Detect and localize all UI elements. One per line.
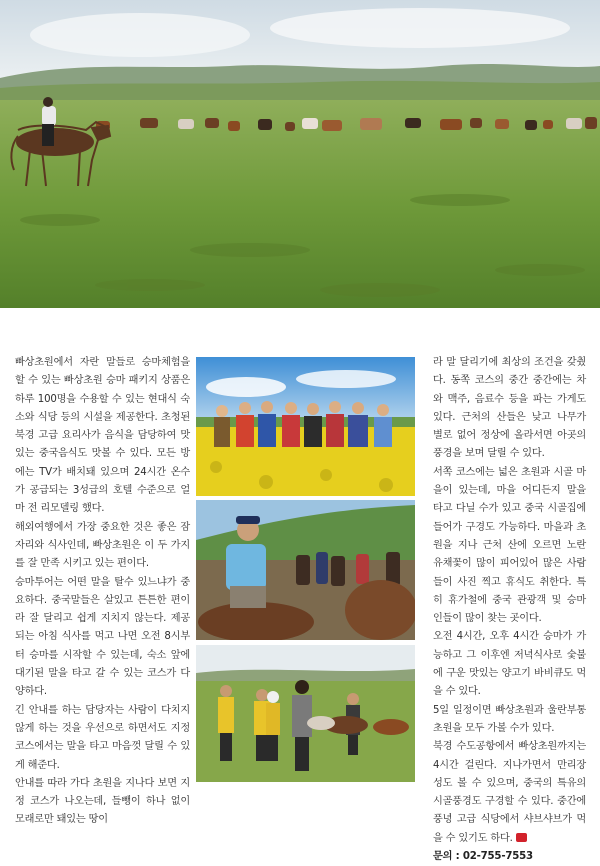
article-paragraph: 서쪽 코스에는 넓은 초원과 시골 마을이 있는데, 마을 어디든지 말을 타고 다닐 수가 있고 중국 시골집에 들어가 구경도 가능하다. 마을과 초원을 지나 근처 산에 오르면 노란 유채꽃이 많이 피어있어 많은 사람들이 사진 찍고 휴식도 취한다. 특히 휴가철에 중국 관광객 및 승마 인들이 많이 찾는 곳이다. — [433, 466, 586, 625]
article-paragraph: 긴 안내를 하는 담당자는 사람이 다치지 않게 하는 것을 우선으로 하면서도 지정 코스에서는 말을 타고 마음껏 달릴 수 있게 해준다. — [15, 704, 190, 771]
photo-illustration — [196, 645, 415, 782]
hero-photo-illustration — [0, 0, 600, 308]
article-paragraph-text: 북경 수도공항에서 빠상초원까지는 4시간 걸린다. 지나가면서 만리장성도 볼 수 있으며, 중국의 특유의 시골풍경도 구경할 수 있다. 중간에 풍녕 고급 식당에서 샤브샤브가 먹을 수 있기도 하다. — [433, 741, 586, 844]
article-paragraph: 안내를 따라 가다 초원을 지나다 보면 지정 코스가 나오는데, 들뺑이 하나 없이 모래로만 돼있는 땅이 — [15, 777, 190, 826]
article-column-right — [433, 354, 586, 866]
photo-illustration — [196, 500, 415, 640]
article-paragraph: 5일 일정이면 빠상초원과 울란부통초원을 모두 가볼 수가 있다. — [433, 704, 586, 734]
article-paragraph — [433, 738, 586, 848]
hero-photo-grassland-horses — [0, 0, 600, 308]
photo-group-with-guides — [196, 645, 415, 782]
article-paragraph: 승마투어는 어떤 말을 탈수 있느냐가 중요하다. 중국말들은 살있고 튼튼한 편이라 잘 달리고 쉽게 지치지 않는다. 제공되는 아침 식사를 먹고 나면 오전 8시부터 승마를 시작할 수 있는데, 숙소 앞에 대기된 말을 타고 갈 수 있는 코스가 다양하다. — [15, 576, 190, 698]
article-column-left — [15, 354, 190, 830]
photo-rider-on-horse — [196, 500, 415, 640]
article-paragraph: 빠상초원에서 자란 말들로 승마체험을 할 수 있는 빠상초원 승마 패키지 상품은 하루 100명을 수용할 수 있는 현대식 숙소와 식당 등의 시설을 제공한다. 초청된 북경 고급 요리사가 음식을 담당하여 맛있는 중국음식도 맛볼 수 있다. 모든 방에는 TV가 배치돼 있으며 24시간 온수가 공급되는 3성급의 호텔 수준으로 얼마 전 리모델링 했다. — [15, 357, 190, 515]
article-paragraph: 오전 4시간, 오후 4시간 승마가 가능하고 그 이후엔 저녁식사로 숯불에 구운 맛있는 양고기 바비큐도 먹을 수 있다. — [433, 631, 586, 698]
photo-illustration — [196, 357, 415, 496]
photo-group-rapeseed-field — [196, 357, 415, 496]
article-paragraph: 라 말 달리기에 최상의 조건을 갖췄다. 동쪽 코스의 중간 중간에는 차와 맥주, 음료수 등을 파는 가게도 있다. 근처의 산들은 낮고 나무가 별로 없어 정상에 올라서면 아곳의 풍경을 보며 달릴 수 있다. — [433, 357, 586, 460]
article-paragraph: 해외여행에서 가장 중요한 것은 좋은 잠자리와 식사인데, 빠상초원은 이 두 가지를 잘 만족 시키고 있는 편이다. — [15, 521, 190, 570]
end-mark-icon — [516, 833, 527, 842]
contact-info: 문의 : 02-755-7553 — [433, 851, 533, 863]
